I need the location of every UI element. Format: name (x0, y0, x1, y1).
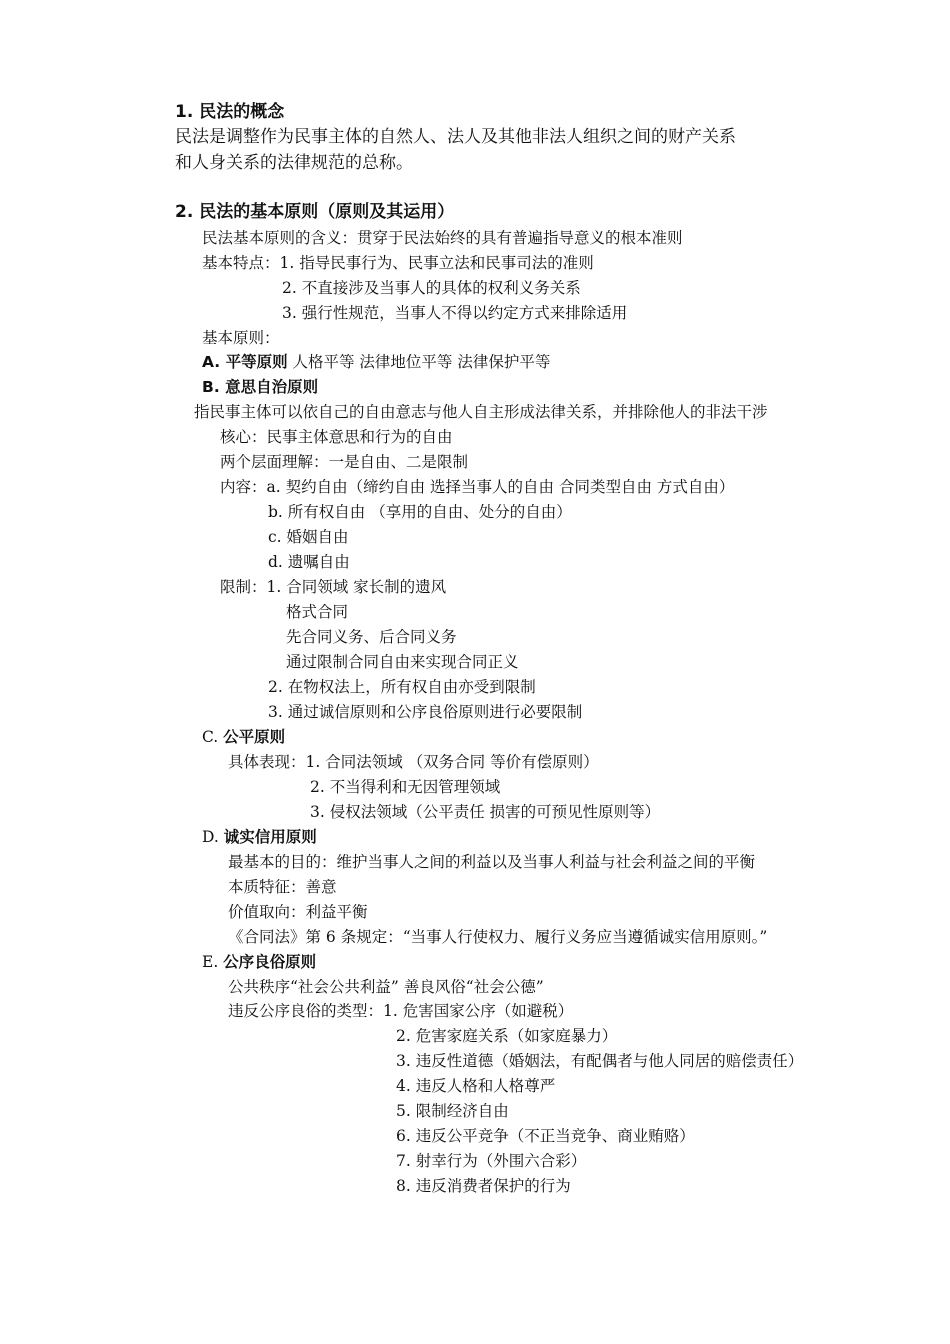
principle-b-content-b: b. 所有权自由 （享用的自由、处分的自由） (268, 503, 572, 521)
principle-d-contract-law: 《合同法》第 6 条规定：“当事人行使权力、履行义务应当遵循诚实信用原则。” (228, 928, 768, 946)
principle-b-content-a: 内容：a. 契约自由（缔约自由 选择当事人的自由 合同类型自由 方式自由） (220, 478, 735, 496)
principle-d-value: 价值取向：利益平衡 (228, 903, 368, 921)
principle-d-letter: D. (202, 828, 224, 846)
principle-e-type-5: 5. 限制经济自由 (396, 1102, 509, 1120)
principle-e-type-6: 6. 违反公平竞争（不正当竞争、商业贿赂） (396, 1127, 695, 1145)
principle-e-type-1: 违反公序良俗的类型：1. 危害国家公序（如避税） (228, 1002, 574, 1020)
principle-c-title: 公平原则 (223, 728, 286, 746)
feature-1: 基本特点：1. 指导民事行为、民事立法和民事司法的准则 (202, 254, 594, 272)
principle-e-type-4: 4. 违反人格和人格尊严 (396, 1077, 556, 1095)
principle-b-limit-1-obligations: 先合同义务、后合同义务 (286, 628, 457, 646)
principle-b-limit-1-format: 格式合同 (286, 603, 349, 621)
principle-b-limit-1: 限制：1. 合同领域 家长制的遗风 (220, 578, 447, 596)
section-1-heading: 1. 民法的概念 (175, 102, 285, 122)
feature-2: 2. 不直接涉及当事人的具体的权利义务关系 (282, 279, 581, 297)
principle-b-limit-3: 3. 通过诚信原则和公序良俗原则进行必要限制 (268, 703, 583, 721)
principle-d-essence: 本质特征：善意 (228, 878, 337, 896)
principle-b-core: 核心：民事主体意思和行为的自由 (220, 428, 453, 446)
principle-c-item-2: 2. 不当得利和无因管理领域 (310, 778, 501, 796)
principle-e-public-order: 公共秩序“社会公共利益” 善良风俗“社会公德” (228, 978, 544, 996)
principle-a-title: A. 平等原则 (202, 353, 288, 371)
principle-b-two-levels: 两个层面理解：一是自由、二是限制 (220, 453, 469, 471)
principle-e-title: 公序良俗原则 (223, 953, 317, 971)
principle-e-letter: E. (202, 953, 224, 971)
principle-c-heading (202, 726, 285, 748)
principle-c-item-3: 3. 侵权法领域（公平责任 损害的可预见性原则等） (310, 803, 661, 821)
principle-a (202, 351, 550, 373)
feature-3: 3. 强行性规范，当事人不得以约定方式来排除适用 (282, 304, 628, 322)
section-1-paragraph-line-1: 民法是调整作为民事主体的自然人、法人及其他非法人组织之间的财产关系 (175, 127, 736, 147)
principle-meaning: 民法基本原则的含义：贯穿于民法始终的具有普遍指导意义的根本准则 (202, 229, 683, 247)
principle-e-heading (202, 951, 316, 973)
principle-e-type-7: 7. 射幸行为（外围六合彩） (396, 1152, 587, 1170)
basic-principles-label: 基本原则： (202, 329, 280, 347)
principle-e-type-8: 8. 违反消费者保护的行为 (396, 1177, 571, 1195)
principle-d-title: 诚实信用原则 (223, 828, 317, 846)
principle-c-letter: C. (202, 728, 224, 746)
principle-b-content-d: d. 遗嘱自由 (268, 553, 350, 571)
principle-e-type-2: 2. 危害家庭关系（如家庭暴力） (396, 1027, 618, 1045)
principle-b-definition: 指民事主体可以依自己的自由意志与他人自主形成法律关系，并排除他人的非法干涉 (194, 403, 768, 421)
principle-b-content-c: c. 婚姻自由 (268, 528, 349, 546)
principle-b-title: B. 意思自治原则 (202, 378, 319, 396)
principle-e-type-3: 3. 违反性道德（婚姻法，有配偶者与他人同居的赔偿责任） (396, 1052, 804, 1070)
principle-d-heading (202, 826, 317, 848)
principle-b-limit-2: 2. 在物权法上，所有权自由亦受到限制 (268, 678, 536, 696)
principle-c-item-1: 具体表现：1. 合同法领域 （双务合同 等价有偿原则） (228, 753, 599, 771)
section-2-heading: 2. 民法的基本原则（原则及其运用） (175, 202, 455, 222)
principle-b-limit-1-justice: 通过限制合同自由来实现合同正义 (286, 653, 519, 671)
principle-d-purpose: 最基本的目的：维护当事人之间的利益以及当事人利益与社会利益之间的平衡 (228, 853, 756, 871)
section-1-paragraph-line-2: 和人身关系的法律规范的总称。 (175, 153, 413, 173)
principle-a-text: 人格平等 法律地位平等 法律保护平等 (287, 353, 551, 371)
